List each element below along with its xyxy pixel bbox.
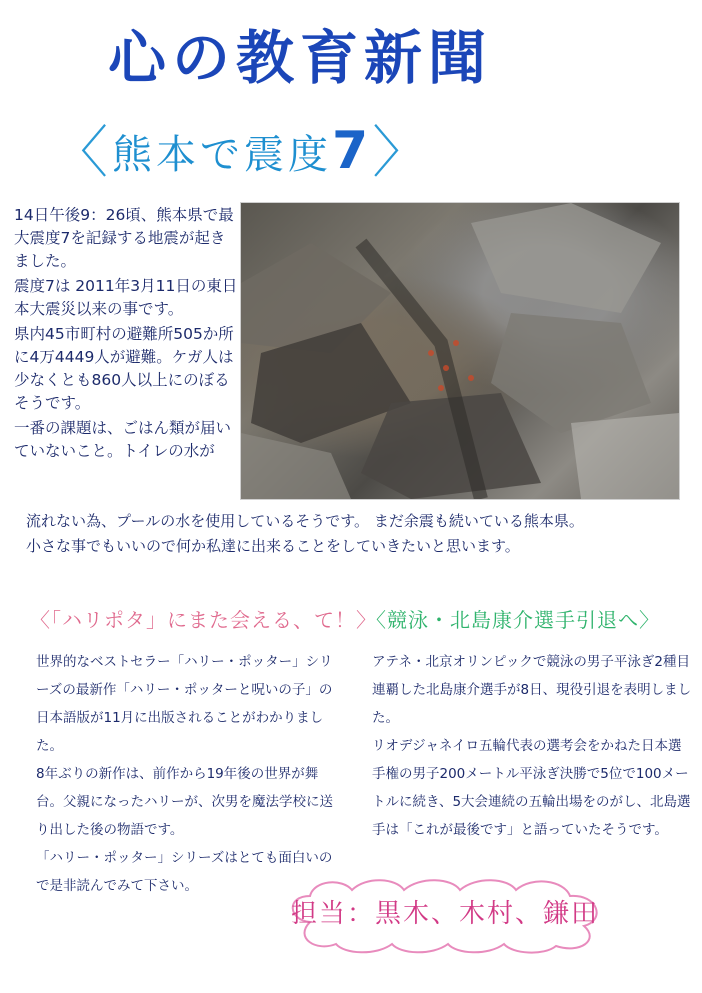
kitajima-section-body (372, 648, 692, 844)
top-article-body (14, 204, 238, 465)
earthquake-photo-drawing (241, 203, 679, 499)
kitajima-paragraph: リオデジャネイロ五輪代表の選考会をかねた日本選手権の男子200メートル平泳ぎ決勝で5位で100メートルに続き、5大会連続の五輪出場をのがし、北島選手は「これが最後です」と語っていたそうです。 (372, 738, 691, 838)
headline-number: 7 (332, 121, 373, 181)
top-article-continued (26, 509, 676, 559)
headline-text: 熊本で震度 (112, 132, 332, 178)
top-article-continued-line: 小さな事でもいいので何か私達に出来ることをしていきたいと思います。 (26, 537, 520, 555)
top-article-paragraph: 震度7は 2011年3月11日の東日本大震災以来の事です。 (14, 277, 238, 318)
top-article-paragraph: 県内45市町村の避難所505か所に4万4449人が避難。ケガ人は少なくとも860人以上にのぼるそうです。 (14, 325, 234, 412)
harry-potter-paragraph: 8年ぶりの新作は、前作から19年後の世界が舞台。父親になったハリーが、次男を魔法学校に送り出した後の物語です。 (36, 766, 333, 838)
kitajima-section-title: 〈競泳・北島康介選手引退へ〉 (366, 608, 660, 632)
harry-potter-paragraph: 「ハリー・ポッター」シリーズはとても面白いので是非読んでみて下さい。 (36, 850, 333, 894)
headline-open-bracket: 〈 (52, 121, 112, 186)
harry-potter-section-body (36, 648, 336, 900)
main-headline (52, 118, 472, 184)
credit-cloud (280, 874, 610, 954)
earthquake-photo (240, 202, 680, 500)
kitajima-paragraph: アテネ・北京オリンピックで競泳の男子平泳ぎ2種目連覇した北島康介選手が8日、現役引退を表明しました。 (372, 654, 692, 726)
harry-potter-section-title: 〈「ハリポタ」にまた会える、て！〉 (30, 608, 377, 632)
headline-close-bracket: 〉 (372, 121, 433, 186)
credit-text: 担当：黒木、木村、鎌田 (290, 899, 599, 929)
top-article-continued-line: 流れない為、プールの水を使用しているそうです。 まだ余震も続いている熊本県。 (26, 512, 584, 530)
newspaper-title: 心の教育新聞 (108, 24, 493, 92)
top-article-paragraph: 14日午後9：26頃、熊本県で最大震度7を記録する地震が起きました。 (14, 206, 234, 270)
harry-potter-paragraph: 世界的なベストセラー「ハリー・ポッター」シリーズの最新作「ハリー・ポッターと呪いの子」の日本語版が11月に出版されることがわかりました。 (36, 654, 333, 754)
top-article-paragraph: 一番の課題は、ごはん類が届いていないこと。トイレの水が (14, 419, 232, 460)
